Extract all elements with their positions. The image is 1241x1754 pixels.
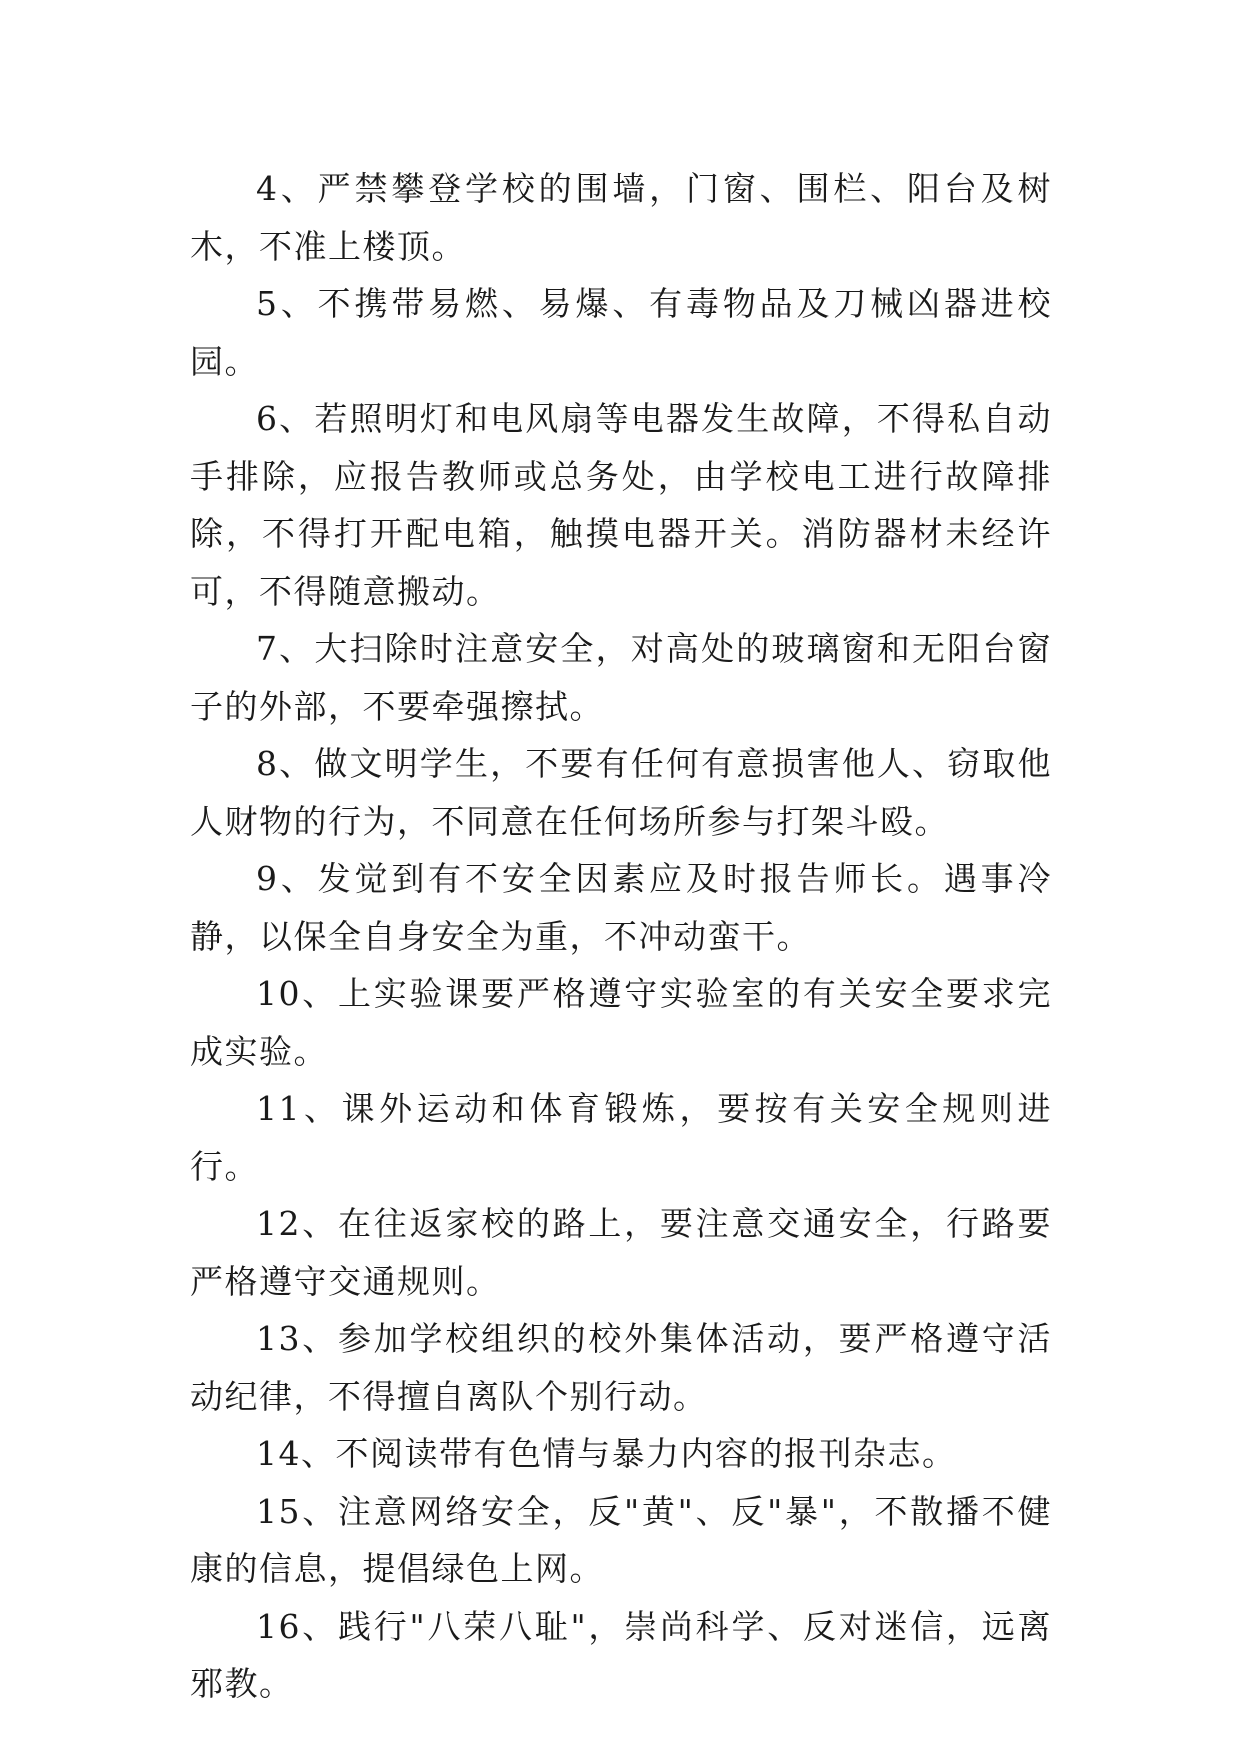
rule-paragraph-6: 6、若照明灯和电风扇等电器发生故障，不得私自动手排除，应报告教师或总务处，由学校电工进行故障排除，不得打开配电箱，触摸电器开关。消防器材未经许可，不得随意搬动。	[190, 399, 1052, 611]
rule-paragraph-12: 12、在往返家校的路上，要注意交通安全，行路要严格遵守交通规则。	[190, 1204, 1052, 1301]
rule-paragraph-13: 13、参加学校组织的校外集体活动，要严格遵守活动纪律，不得擅自离队个别行动。	[190, 1319, 1052, 1416]
rule-paragraph-11: 11、课外运动和体育锻炼，要按有关安全规则进行。	[190, 1089, 1052, 1186]
rule-paragraph-10: 10、上实验课要严格遵守实验室的有关安全要求完成实验。	[190, 974, 1052, 1071]
rule-paragraph-5: 5、不携带易燃、易爆、有毒物品及刀械凶器进校园。	[190, 284, 1052, 381]
document-body	[190, 160, 1052, 1713]
rule-paragraph-8: 8、做文明学生，不要有任何有意损害他人、窃取他人财物的行为，不同意在任何场所参与打架斗殴。	[190, 744, 1052, 841]
rule-paragraph-9: 9、发觉到有不安全因素应及时报告师长。遇事冷静，以保全自身安全为重，不冲动蛮干。	[190, 859, 1052, 956]
rule-paragraph-7: 7、大扫除时注意安全，对高处的玻璃窗和无阳台窗子的外部，不要牵强擦拭。	[190, 629, 1052, 726]
rule-paragraph-14: 14、不阅读带有色情与暴力内容的报刊杂志。	[256, 1434, 957, 1473]
rule-paragraph-16: 16、践行"八荣八耻"，崇尚科学、反对迷信，远离邪教。	[190, 1606, 1052, 1703]
rule-paragraph-4: 4、严禁攀登学校的围墙，门窗、围栏、阳台及树木，不准上楼顶。	[190, 169, 1052, 266]
rule-paragraph-15: 15、注意网络安全，反"黄"、反"暴"，不散播不健康的信息，提倡绿色上网。	[190, 1491, 1052, 1588]
